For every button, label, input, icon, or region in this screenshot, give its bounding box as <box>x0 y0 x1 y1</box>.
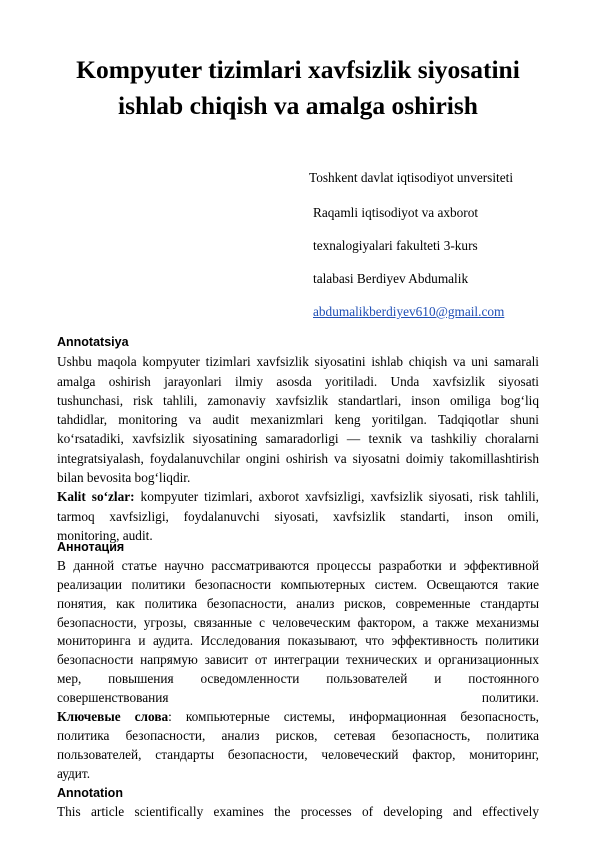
ru-abstract-line: безопасности напрямую зависит от интеграции технических и организационных <box>57 652 539 668</box>
uz-abstract-line: bilan bevosita bog‘liqdir. <box>57 470 191 486</box>
uz-abstract-line: Ushbu maqola kompyuter tizimlari xavfsizlik siyosatini ishlab chiqish va uni samarali <box>57 354 539 370</box>
english-abstract <box>57 784 539 822</box>
ru-keywords-line: пользователей, стандарты безопасности, человеческий фактор, мониторинг, <box>57 746 539 762</box>
ru-keywords-line: аудит. <box>57 765 91 781</box>
uzbek-abstract <box>57 333 539 545</box>
ru-abstract-line: В данной статье научно рассматриваются процессы разработки и эффективной <box>57 557 539 573</box>
uz-keywords-line: monitoring, audit. <box>57 527 153 543</box>
uz-keywords-text: kompyuter tizimlari, axborot xavfsizligi, xavfsizlik siyosati, risk tahlili, <box>134 489 539 505</box>
ru-abstract-line: понятия, как политика безопасности, анализ рисков, современные стандарты <box>57 595 539 611</box>
uz-abstract-line: integratsiyalash, foydalanuvchilar ongini oshirish va siyosatni doimiy takomillashtirish <box>57 450 539 466</box>
en-abstract-line: This article scientifically examines the processes of developing and effectively <box>57 803 539 819</box>
ru-abstract-line: мониторинга и аудита. Исследования показывают, что эффективность политики <box>57 633 539 649</box>
russian-abstract <box>57 538 539 784</box>
ru-abstract-line: мер, повышения осведомленности пользователей и постоянного <box>57 671 539 687</box>
en-abstract-heading: Annotation <box>57 786 123 800</box>
ru-keywords-label: Ключевые слова <box>57 709 169 725</box>
ru-keywords-text: : компьютерные системы, информационная безопасность, <box>168 709 539 725</box>
ru-abstract-line: безопасности, угрозы, связанные с человеческим фактором, а также механизмы <box>57 614 539 630</box>
faculty-line-1: Raqamli iqtisodiyot va axborot <box>313 205 479 220</box>
uz-keywords-line <box>57 487 539 506</box>
uz-abstract-heading: Annotatsiya <box>57 335 129 349</box>
ru-abstract-line: совершенствования политики. <box>57 690 539 706</box>
title-line-2: ishlab chiqish va amalga oshirish <box>118 91 478 120</box>
university-name: Toshkent davlat iqtisodiyot unversiteti <box>309 170 514 185</box>
paper-title <box>40 52 556 124</box>
faculty-line-2: texnalogiyalari fakulteti 3-kurs <box>313 238 478 253</box>
uz-keywords-label: Kalit so‘zlar: <box>57 489 135 505</box>
ru-abstract-line: реализации политики безопасности компьютерных систем. Освещаются такие <box>57 576 539 592</box>
ru-keywords-line <box>57 708 539 727</box>
ru-abstract-heading: Аннотация <box>57 540 125 554</box>
uz-keywords-line: tarmoq xavfsizligi, foydalanuvchi siyosati, xavfsizlik standarti, inson omili, <box>57 508 539 524</box>
uz-abstract-line: ko‘rsatadiki, xavfsizlik siyosatining samaradorligi — texnik va tashkiliy choralarni <box>57 431 539 447</box>
title-line-1: Kompyuter tizimlari xavfsizlik siyosatini <box>76 55 520 84</box>
uz-abstract-line: tahdidlar, monitoring va audit mexanizmlari keng yoritilgan. Tadqiqotlar shuni <box>57 412 539 428</box>
author-email-link[interactable]: abdumalikberdiyev610@gmail.com <box>313 304 505 319</box>
uz-abstract-line: tushunchasi, risk tahlili, zamonaviy xavfsizlik standartlari, inson omiliga bog‘liq <box>57 392 539 408</box>
student-name: talabasi Berdiyev Abdumalik <box>313 271 469 286</box>
uz-abstract-line: amalga oshirish jarayonlari ilmiy asosda yoritiladi. Unda xavfsizlik siyosati <box>57 373 539 389</box>
ru-keywords-line: политика безопасности, анализ рисков, сетевая безопасность, политика <box>57 727 539 743</box>
